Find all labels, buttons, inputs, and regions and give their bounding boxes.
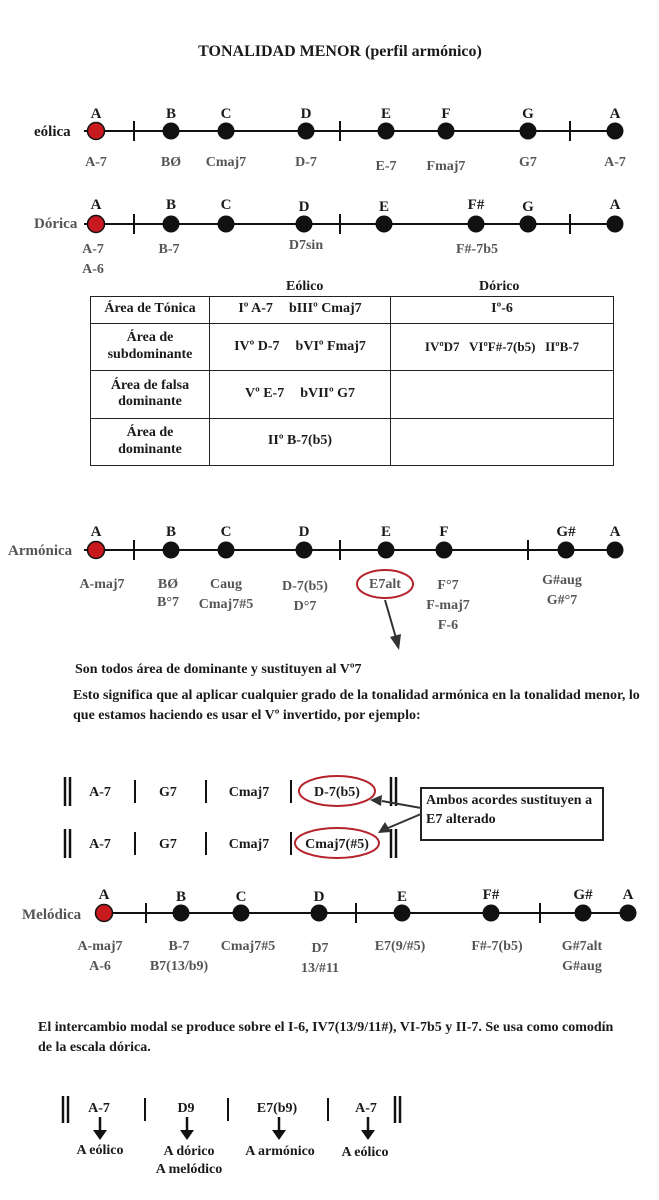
- note-label: F#: [467, 197, 485, 213]
- note-label: C: [235, 889, 247, 905]
- chord-label: A-7: [82, 242, 104, 257]
- table-row: [91, 323, 614, 370]
- doric-cell: Iº-6: [391, 297, 614, 324]
- note-dot: [311, 905, 328, 922]
- chord-label: Cmaj7: [228, 837, 270, 852]
- note-label: C: [220, 106, 232, 122]
- eolic-chord: Vº E-7: [244, 385, 285, 401]
- note-label: A: [622, 887, 634, 903]
- note-dot: [520, 216, 537, 233]
- chord-label: A-7: [355, 1101, 377, 1116]
- chord-label: BØ: [157, 577, 179, 592]
- note-label: D: [298, 199, 310, 215]
- chord-label: A-7: [88, 1101, 110, 1116]
- note-dot: [468, 216, 485, 233]
- chord-label: Cmaj7#5: [198, 597, 254, 612]
- note-label: B: [165, 197, 177, 213]
- doric-cell: [391, 371, 614, 418]
- scale-label: A dórico: [163, 1144, 215, 1159]
- progression-3: [63, 1096, 400, 1177]
- chord-label: E7(9/#5): [374, 939, 426, 954]
- note-dot: [558, 542, 575, 559]
- chord-label: Caug: [210, 577, 242, 592]
- scale-name-dorica: Dórica: [34, 216, 78, 232]
- note-dot: [173, 905, 190, 922]
- callout-text: Ambos acordes sustituyen a E7 alterado: [426, 793, 593, 827]
- chord-label: D7sin: [288, 238, 324, 253]
- note-label: C: [220, 197, 232, 213]
- note-label: A: [90, 524, 102, 540]
- note-dot: [436, 542, 453, 559]
- area-table: [90, 296, 614, 466]
- chord-label: A-7: [89, 837, 111, 852]
- chord-label: G#°7: [546, 593, 578, 608]
- chord-label: G7: [159, 837, 177, 852]
- note-dot: [296, 216, 313, 233]
- note-dot: [376, 216, 393, 233]
- chord-label: F#-7(b5): [471, 939, 523, 954]
- note-label: G: [522, 199, 534, 215]
- scale-label: A armónico: [245, 1144, 315, 1159]
- chord-label: A-6: [82, 262, 104, 277]
- note-dot: [394, 905, 411, 922]
- chord-label: E-7: [375, 159, 397, 174]
- note-dot: [218, 542, 235, 559]
- chord-label: B7(13/b9): [149, 959, 209, 974]
- eolic-chord: IVº D-7: [234, 338, 280, 354]
- arrow-down: [385, 600, 401, 650]
- chord-label: F-maj7: [426, 598, 470, 613]
- note-dot: [218, 216, 235, 233]
- table-row: [91, 297, 614, 324]
- chord-label: D-7(b5): [282, 579, 328, 594]
- staff-eolica: [84, 121, 624, 141]
- note-label: E: [380, 106, 392, 122]
- note-dot: [296, 542, 313, 559]
- note-dot: [163, 216, 180, 233]
- note-label: C: [220, 524, 232, 540]
- staff-dorica: [84, 214, 624, 234]
- notes-melodica: [99, 887, 634, 905]
- chords-eolica: [85, 155, 626, 174]
- note-label: F#: [482, 887, 500, 903]
- eolic-cell: [210, 323, 391, 370]
- doric-cell: [391, 418, 614, 465]
- note-label: A: [98, 887, 110, 903]
- area-label: Área de falsa dominante: [91, 371, 210, 418]
- note-dot: [620, 905, 637, 922]
- area-label: Área de Tónica: [91, 297, 210, 324]
- chord-label: D-7: [295, 155, 317, 170]
- note-label: E: [396, 889, 408, 905]
- note-dot-root: [88, 542, 105, 559]
- table-head-dorico: Dórico: [479, 279, 520, 294]
- note-label: F: [439, 524, 449, 540]
- chords-armonica: [79, 573, 581, 633]
- chord-label: 13/#11: [300, 961, 340, 976]
- note-label: B: [165, 524, 177, 540]
- chord-label: A-maj7: [77, 939, 123, 954]
- table-row: [91, 418, 614, 465]
- note-dot: [438, 123, 455, 140]
- table-head-eolico: Eólico: [286, 279, 324, 294]
- chord-label: A-7: [85, 155, 107, 170]
- note-label: A: [609, 524, 621, 540]
- chord-label: G7: [519, 155, 537, 170]
- note-label: A: [90, 106, 102, 122]
- chord-label: D°7: [293, 599, 317, 614]
- note-dot: [607, 542, 624, 559]
- chord-label: B°7: [157, 595, 179, 610]
- scale-name-armonica: Armónica: [8, 543, 73, 559]
- note-dot: [163, 542, 180, 559]
- note-label: D: [298, 524, 310, 540]
- chord-label: F#-7b5: [456, 242, 498, 257]
- note-label: B: [165, 106, 177, 122]
- note-label: G: [522, 106, 534, 122]
- chord-label: G#7alt: [561, 939, 603, 954]
- note-dot: [378, 123, 395, 140]
- chord-label: Cmaj7#5: [220, 939, 276, 954]
- note-label: E: [378, 199, 390, 215]
- chord-label: G7: [159, 785, 177, 800]
- eolic-cell: [210, 418, 391, 465]
- note-dot: [378, 542, 395, 559]
- page-title: TONALIDAD MENOR (perfil armónico): [198, 43, 482, 60]
- chords-dorica: [82, 238, 498, 277]
- chord-label: G#aug: [542, 573, 582, 588]
- chord-label: Fmaj7: [426, 159, 466, 174]
- note-dot-root: [96, 905, 113, 922]
- explanation-paragraph: Esto significa que al aplicar cualquier grado de la tonalidad armónica en la tonalidad menor, lo que estamos haciendo es usar el Vº invertido, por ejemplo:: [73, 688, 640, 723]
- chord-label: D9: [177, 1101, 195, 1116]
- chord-label: E7(b9): [256, 1101, 298, 1116]
- chord-label: Cmaj7: [205, 155, 247, 170]
- note-dot-root: [88, 216, 105, 233]
- note-label: F: [441, 106, 451, 122]
- scale-label: A melódico: [155, 1162, 223, 1177]
- eolic-chord: IIº B-7(b5): [267, 433, 333, 449]
- chord-label: F°7: [437, 578, 459, 593]
- scale-name-melodica: Melódica: [22, 907, 82, 923]
- note-dot: [520, 123, 537, 140]
- doric-cell: IVºD7 VIºF#-7(b5) IIºB-7: [391, 323, 614, 370]
- eolic-cell: [210, 297, 391, 324]
- chord-label: Cmaj7(#5): [305, 837, 369, 852]
- chord-label: A-7: [604, 155, 626, 170]
- progression-2: [65, 828, 396, 858]
- scale-name-eolica: eólica: [34, 124, 71, 140]
- scale-label: A eólico: [341, 1145, 389, 1160]
- note-dot: [607, 123, 624, 140]
- note-label: E: [380, 524, 392, 540]
- chord-label: B-7: [168, 939, 190, 954]
- intercambio-paragraph: El intercambio modal se produce sobre el I-6, IV7(13/9/11#), VI-7b5 y II-7. Se usa como comodín de la escala dórica.: [38, 1020, 614, 1055]
- table-row: [91, 371, 614, 418]
- notes-armonica: [91, 524, 621, 540]
- chord-label: BØ: [160, 155, 182, 170]
- chord-label: F-6: [437, 618, 459, 633]
- note-dot: [298, 123, 315, 140]
- note-label: B: [175, 889, 187, 905]
- chord-label: A-6: [89, 959, 111, 974]
- note-label: D: [300, 106, 312, 122]
- eolic-chord: bVIº Fmaj7: [295, 338, 366, 354]
- notes-eolica: [91, 106, 621, 122]
- eolic-chord: Iº A-7: [238, 301, 273, 317]
- note-label: G#: [573, 887, 593, 903]
- eolic-cell: [210, 371, 391, 418]
- chord-label: Cmaj7: [228, 785, 270, 800]
- note-dot-root: [88, 123, 105, 140]
- progression-1: [65, 776, 396, 806]
- chord-label: A-maj7: [79, 577, 125, 592]
- staff-armonica: [84, 540, 624, 560]
- area-label: Área de dominante: [91, 418, 210, 465]
- note-dot: [483, 905, 500, 922]
- note-label: D: [313, 889, 325, 905]
- eolic-chord: bVIIº G7: [300, 385, 356, 401]
- note-dot: [233, 905, 250, 922]
- note-dot: [218, 123, 235, 140]
- note-label: A: [90, 197, 102, 213]
- eolic-chord: bIIIº Cmaj7: [288, 301, 362, 317]
- chord-label: A-7: [89, 785, 111, 800]
- chord-label: D7: [311, 941, 329, 956]
- note-label: A: [609, 106, 621, 122]
- chords-melodica: [77, 939, 602, 976]
- chord-label: D-7(b5): [314, 785, 360, 800]
- note-dot: [607, 216, 624, 233]
- scale-label: A eólico: [76, 1143, 124, 1158]
- chord-label: E7alt: [369, 577, 401, 592]
- note-dot: [163, 123, 180, 140]
- note-dot: [575, 905, 592, 922]
- chord-label: B-7: [158, 242, 180, 257]
- note-label: G#: [556, 524, 576, 540]
- dominante-note: Son todos área de dominante y sustituyen al Vº7: [75, 662, 362, 677]
- staff-melodica: [96, 903, 637, 923]
- area-label: Área de subdominante: [91, 323, 210, 370]
- chord-label: G#aug: [562, 959, 602, 974]
- notes-dorica: [91, 197, 621, 215]
- note-label: A: [609, 197, 621, 213]
